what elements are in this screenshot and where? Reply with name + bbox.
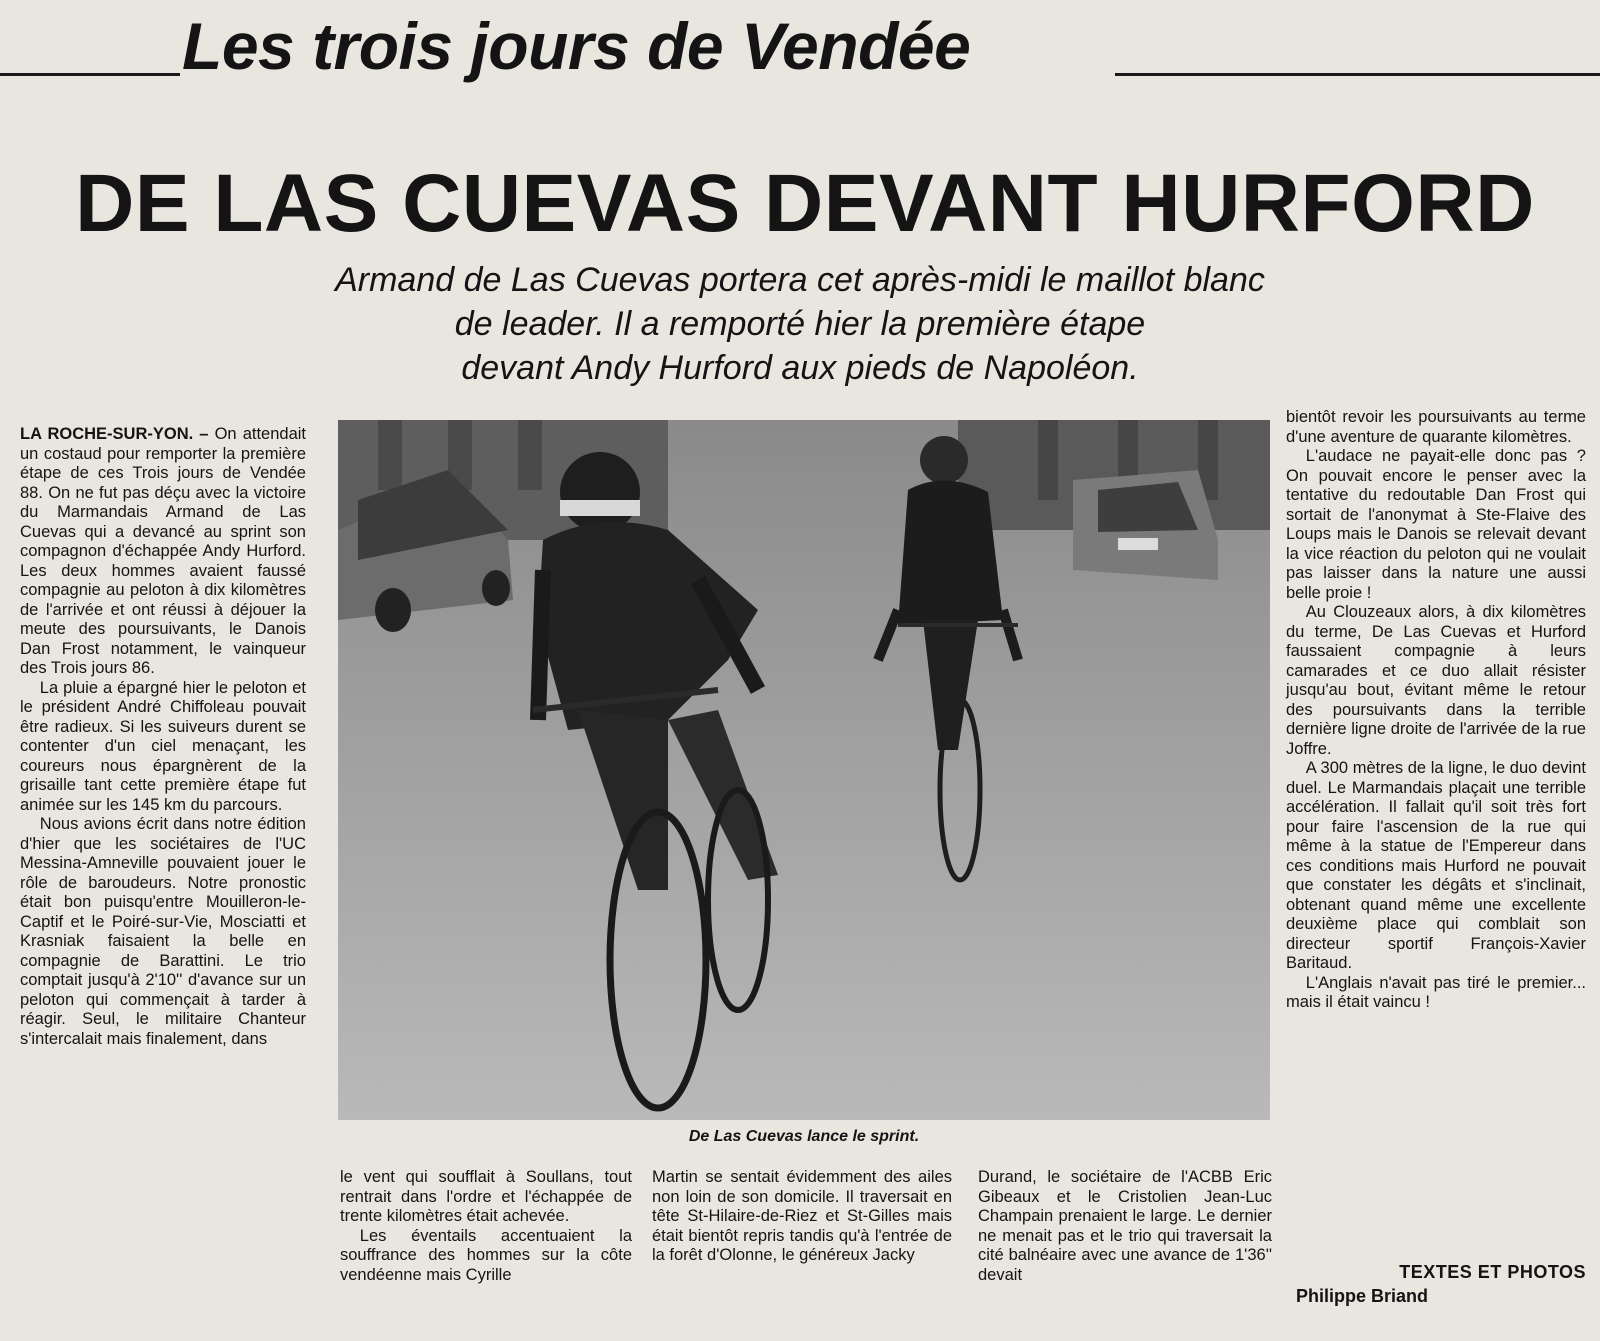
paragraph: Durand, le sociétaire de l'ACBB Eric Gibeaux et le Cristolien Jean-Luc Champain prenaient le large. Le dernier ne menait pas et le trio qui traversait la cité balnéaire avec une avance de 1'36'' devait [978, 1168, 1272, 1284]
photo-caption: De Las Cuevas lance le sprint. [688, 1128, 920, 1145]
paragraph: La pluie a épargné hier le peloton et le président André Chiffoleau pouvait être radieux. Si les suiveurs durent se contenter d'un ciel menaçant, les coureurs nous épargnèrent de la grisaille tant cette première étape fut animée sur les 145 km du parcours. [20, 678, 306, 814]
headline: DE LAS CUEVAS DEVANT HURFORD [75, 158, 1535, 249]
deck-line: de leader. Il a remporté hier la première étape [454, 305, 1146, 343]
deck [150, 258, 1450, 390]
credits-label: TEXTES ET PHOTOS [1399, 1262, 1586, 1282]
kicker-rule-left [0, 73, 180, 76]
article-column-3 [652, 1168, 952, 1266]
photo-cyclists-sprint [338, 420, 1270, 1120]
article-column-5 [1286, 408, 1586, 1013]
paragraph: L'audace ne payait-elle donc pas ? On pouvait encore le penser avec la tentative du redoutable Dan Frost qui sortait de l'anonymat à Ste-Flaive des Loups mais le Danois se relevait devant la vice réaction du peloton qui ne voulait pas laisser dans la nature une aussi belle proie ! [1286, 447, 1586, 602]
paragraph-text: On attendait un costaud pour remporter la première étape de ces Trois jours de Vendée 88. On ne fut pas déçu avec la victoire du Marmandais Armand de Las Cuevas qui a devancé au sprint son compagnon d'échappée Andy Hurford. Les deux hommes avaient faussé compagnie au peloton à dix kilomètres de l'arrivée et ont réussi à déjouer la meute des poursuivants, le Danois Dan Frost notamment, le vainqueur des Trois jours 86. [20, 425, 306, 677]
paragraph: bientôt revoir les poursuivants au terme d'une aventure de quarante kilomètres. [1286, 408, 1586, 446]
deck-line: Armand de Las Cuevas portera cet après-midi le maillot blanc [335, 261, 1265, 299]
kicker: Les trois jours de Vendée [182, 9, 971, 83]
article-column-4 [978, 1168, 1272, 1285]
kicker-rule-right [1115, 73, 1600, 76]
byline-credits [1296, 1260, 1586, 1308]
dateline: LA ROCHE-SUR-YON. – [20, 425, 209, 443]
paragraph: Martin se sentait évidemment des ailes non loin de son domicile. Il traversait en tête St-Hilaire-de-Riez et St-Gilles mais était bientôt repris tandis qu'à l'entrée de la forêt d'Olonne, le généreux Jacky [652, 1168, 952, 1264]
paragraph: Au Clouzeaux alors, à dix kilomètres du terme, De Las Cuevas et Hurford faussaient compagnie à leurs camarades et ce duo allait résister jusqu'au bout, évitant même le retour des poursuivants dans la terrible dernière ligne droite de l'arrivée de la rue Joffre. [1286, 603, 1586, 758]
photo-illustration [338, 420, 1270, 1120]
paragraph [20, 425, 306, 679]
credits-author: Philippe Briand [1296, 1286, 1429, 1306]
paragraph: Les éventails accentuaient la souffrance des hommes sur la côte vendéenne mais Cyrille [340, 1226, 632, 1284]
article-column-1 [20, 425, 306, 1049]
paragraph: L'Anglais n'avait pas tiré le premier... mais il était vaincu ! [1286, 973, 1586, 1011]
paragraph: A 300 mètres de la ligne, le duo devint duel. Le Marmandais plaçait une terrible accélération. Il fallait qu'il soit très fort pour faire l'ascension de la rue qui même à la statue de l'Empereur dans ces conditions mais Hurford ne pouvait que constater les dégâts et s'inclinait, obtenant quand même une excellente deuxième place qui comblait son directeur sportif François-Xavier Baritaud. [1286, 759, 1586, 972]
paragraph: Nous avions écrit dans notre édition d'hier que les sociétaires de l'UC Messina-Amneville pouvaient jouer le rôle de baroudeurs. Notre pronostic était bon puisqu'entre Mouilleron-le-Captif et le Poiré-sur-Vie, Mosciatti et Krasniak faisaient la belle en compagnie de Barattini. Le trio comptait jusqu'à 2'10'' d'avance sur un peloton qui commençait à tarder à réagir. Seul, le militaire Chanteur s'intercalait mais finalement, dans [20, 815, 306, 1048]
paragraph: le vent qui soufflait à Soullans, tout rentrait dans l'ordre et l'échappée de trente kilomètres était achevée. [340, 1168, 632, 1225]
article-column-2 [340, 1168, 632, 1285]
deck-line: devant Andy Hurford aux pieds de Napoléon. [461, 349, 1139, 387]
